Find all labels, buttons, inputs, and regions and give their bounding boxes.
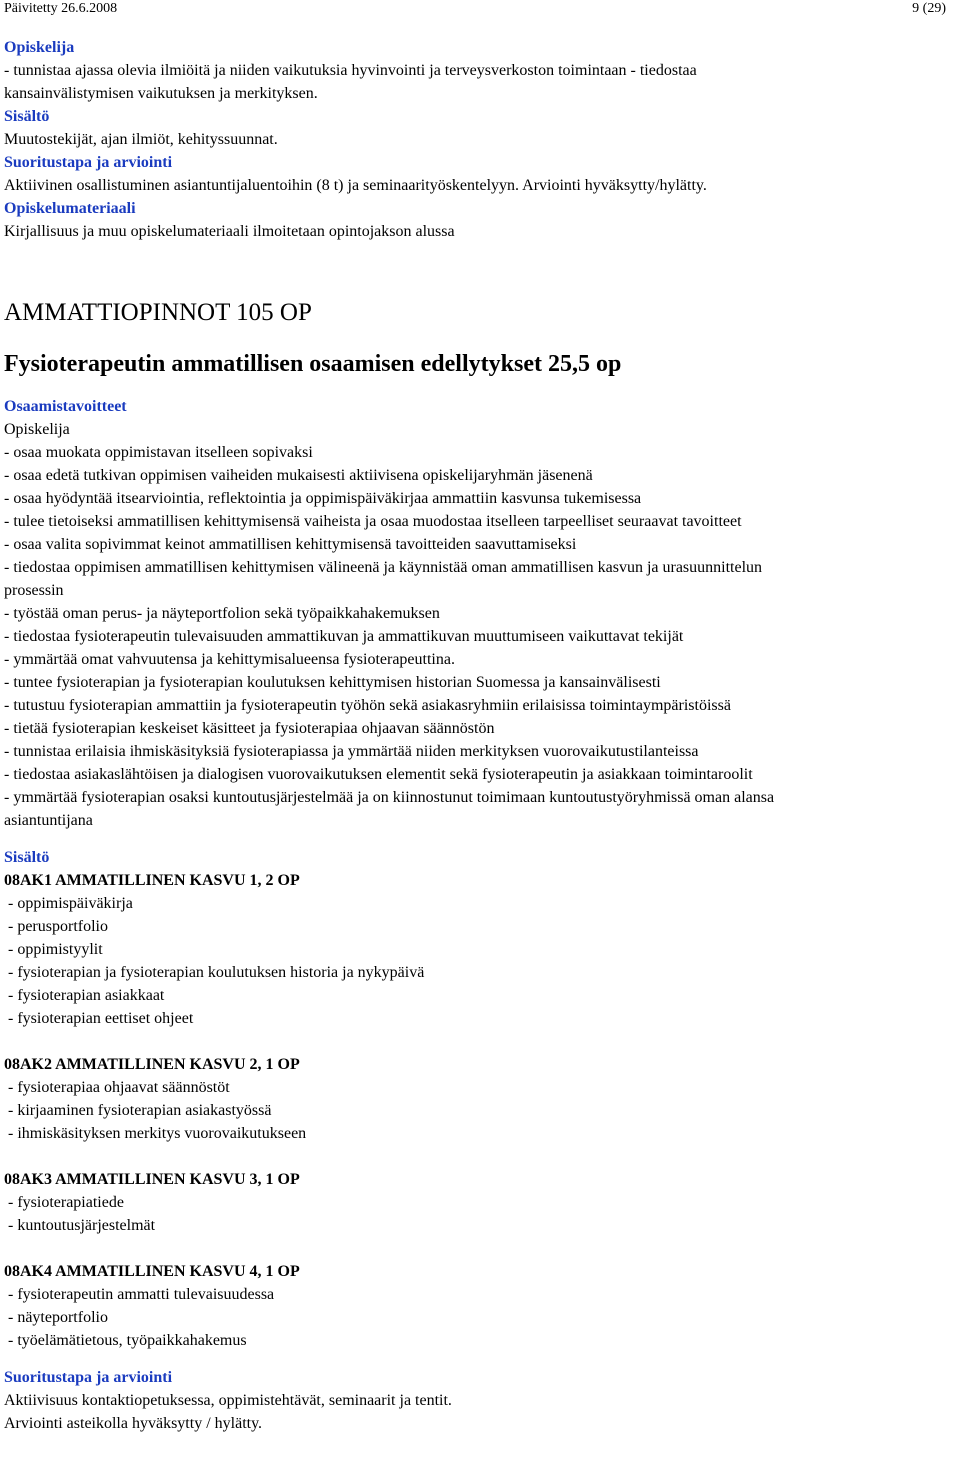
course-item: - oppimispäiväkirja [8, 895, 133, 912]
course-title: 08AK2 AMMATILLINEN KASVU 2, 1 OP [4, 1056, 300, 1073]
heading-opiskelumateriaali: Opiskelumateriaali [4, 200, 136, 217]
goals-list [4, 441, 958, 832]
goal-line: - tietää fysioterapian keskeiset käsitteet ja fysioterapiaa ohjaavan säännöstön [4, 720, 495, 737]
course-item: - fysioterapian eettiset ohjeet [8, 1010, 194, 1027]
course-title: 08AK4 AMMATILLINEN KASVU 4, 1 OP [4, 1263, 300, 1280]
course-item: - fysioterapeutin ammatti tulevaisuudessa [8, 1286, 275, 1303]
course-item: - kuntoutusjärjestelmät [8, 1217, 156, 1234]
course-item: - perusportfolio [8, 918, 108, 935]
opiskelumateriaali-text: Kirjallisuus ja muu opiskelumateriaali ilmoitetaan opintojakson alussa [4, 223, 455, 240]
course-item: - työelämätietous, työpaikkahakemus [8, 1332, 247, 1349]
course-item: - näyteportfolio [8, 1309, 108, 1326]
goal-line: - työstää oman perus- ja näyteportfolion sekä työpaikkahakemuksen [4, 605, 440, 622]
heading-suoritustapa: Suoritustapa ja arviointi [4, 154, 173, 171]
course-title: 08AK1 AMMATILLINEN KASVU 1, 2 OP [4, 872, 300, 889]
goal-line: - ymmärtää omat vahvuutensa ja kehittymisalueensa fysioterapeuttina. [4, 651, 455, 668]
suoritustapa-text: Aktiivinen osallistuminen asiantuntijaluentoihin (8 t) ja seminaarityöskentelyyn. Arviointi hyväksytty/hylätty. [4, 177, 707, 194]
course-title: 08AK3 AMMATILLINEN KASVU 3, 1 OP [4, 1171, 300, 1188]
course-item: - fysioterapiatiede [8, 1194, 124, 1211]
goal-line: - tutustuu fysioterapian ammattiin ja fysioterapeutin työhön sekä asiakasryhmiin erilaisissa toimintaympäristöissä [4, 697, 731, 714]
opiskelija-line: kansainvälistymisen vaikutuksen ja merkityksen. [4, 85, 318, 102]
updated-date: Päivitetty 26.6.2008 [4, 1, 118, 16]
heading-sisalto: Sisältö [4, 108, 50, 125]
goal-line: - osaa hyödyntää itsearviointia, reflektointia ja oppimispäiväkirjaa ammattiin kasvunsa tukemisessa [4, 490, 642, 507]
heading-osaamistavoitteet: Osaamistavoitteet [4, 398, 127, 415]
opiskelija-line: - tunnistaa ajassa olevia ilmiöitä ja niiden vaikutuksia hyvinvointi ja terveysverkoston toimintaan - tiedostaa [4, 62, 697, 79]
goal-line: - osaa valita sopivimmat keinot ammatillisen kehittymisensä tavoitteiden saavuttamiseksi [4, 536, 577, 553]
section-subtitle: Fysioterapeutin ammatillisen osaamisen edellytykset 25,5 op [4, 351, 622, 377]
goal-line: - tulee tietoiseksi ammatillisen kehittymisensä vaiheista ja osaa muodostaa itselleen tarpeelliset seuraavat tavoitteet [4, 513, 742, 530]
page-number: 9 (29) [912, 1, 946, 16]
course-item: - kirjaaminen fysioterapian asiakastyössä [8, 1102, 272, 1119]
goal-line: asiantuntijana [4, 812, 93, 829]
heading-opiskelija: Opiskelija [4, 39, 75, 56]
goal-line: - tiedostaa fysioterapeutin tulevaisuuden ammattikuvan ja ammattikuvan muuttumiseen vaikuttavat tekijät [4, 628, 684, 645]
heading-suoritustapa-2: Suoritustapa ja arviointi [4, 1369, 173, 1386]
goal-line: - tunnistaa erilaisia ihmiskäsityksiä fysioterapiassa ja ymmärtää niiden merkityksen vuorovaikutustilanteissa [4, 743, 699, 760]
goal-line: - tiedostaa oppimisen ammatillisen kehittymisen välineenä ja käynnistää oman ammatillisen kasvun ja urasuunnittelun [4, 559, 763, 576]
course-item: - ihmiskäsityksen merkitys vuorovaikutukseen [8, 1125, 307, 1142]
goal-line: - tuntee fysioterapian ja fysioterapian koulutuksen kehittymisen historian Suomessa ja kansainvälisesti [4, 674, 661, 691]
page-header [0, 0, 960, 22]
course-item: - fysioterapiaa ohjaavat säännöstöt [8, 1079, 230, 1096]
opiskelija-label: Opiskelija [4, 421, 70, 438]
goal-line: - osaa edetä tutkivan oppimisen vaiheiden mukaisesti aktiivisena opiskelijaryhmän jäsenenä [4, 467, 593, 484]
goal-line: prosessin [4, 582, 64, 599]
course-list [4, 869, 958, 1352]
document-body [4, 36, 958, 1435]
goal-line: - osaa muokata oppimistavan itselleen sopivaksi [4, 444, 313, 461]
suoritustapa-line: Arviointi asteikolla hyväksytty / hylätty. [4, 1415, 263, 1432]
goal-line: - ymmärtää fysioterapian osaksi kuntoutusjärjestelmää ja on kiinnostunut toimimaan kuntoutustyöryhmissä oman alansa [4, 789, 775, 806]
course-item: - fysioterapian asiakkaat [8, 987, 165, 1004]
heading-sisalto-2: Sisältö [4, 849, 50, 866]
section-title: AMMATTIOPINNOT 105 OP [4, 299, 312, 326]
course-item: - oppimistyylit [8, 941, 103, 958]
goal-line: - tiedostaa asiakaslähtöisen ja dialogisen vuorovaikutuksen elementit sekä fysioterapeutin ja asiakkaan toimintaroolit [4, 766, 753, 783]
sisalto-text: Muutostekijät, ajan ilmiöt, kehityssuunnat. [4, 131, 278, 148]
suoritustapa-line: Aktiivisuus kontaktiopetuksessa, oppimistehtävät, seminaarit ja tentit. [4, 1392, 452, 1409]
course-item: - fysioterapian ja fysioterapian koulutuksen historia ja nykypäivä [8, 964, 425, 981]
